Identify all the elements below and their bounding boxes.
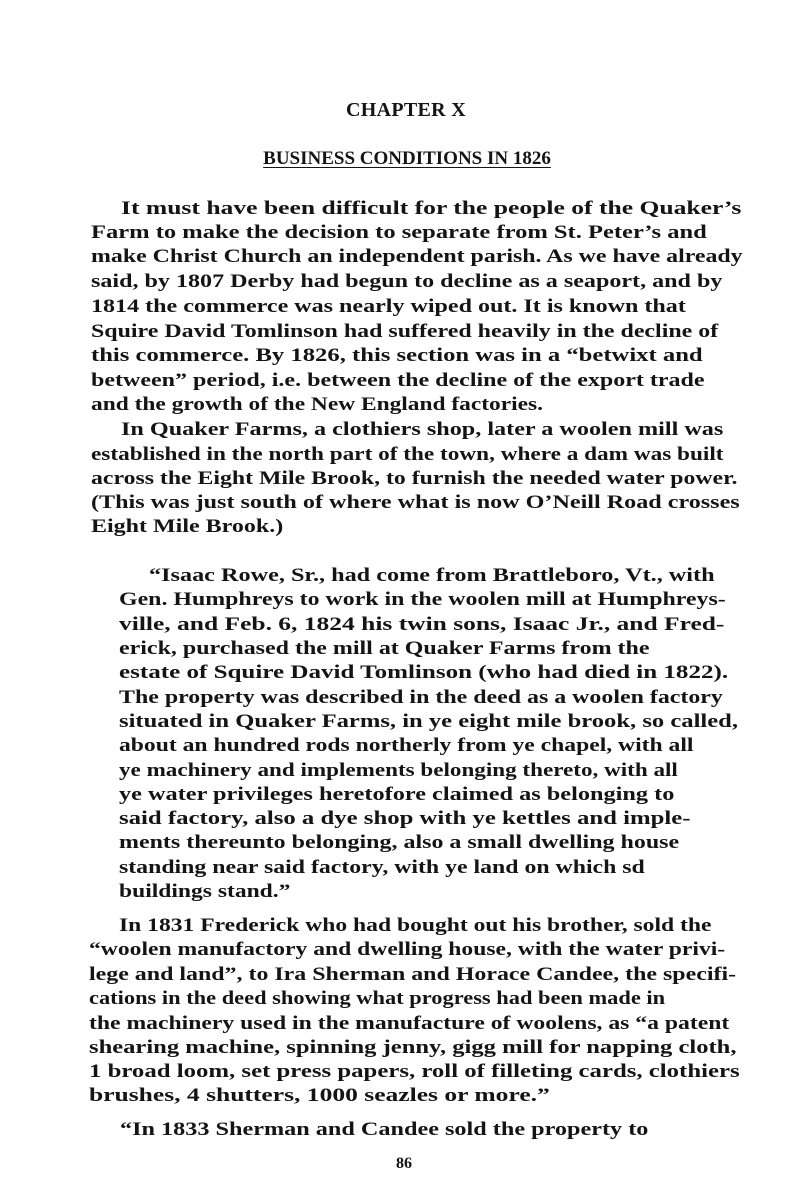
text-line: the machinery used in the manufacture of woolens, as “a patent	[89, 1013, 730, 1034]
text-line: In 1831 Frederick who had bought out his brother, sold the	[119, 915, 712, 936]
text-line: shearing machine, spinning jenny, gigg mill for napping cloth,	[89, 1037, 737, 1058]
text-line: ye machinery and implements belonging thereto, with all	[119, 760, 678, 781]
text-line: ye water privileges heretofore claimed as belonging to	[119, 784, 675, 805]
text-line: In Quaker Farms, a clothiers shop, later a woolen mill was	[121, 419, 724, 440]
section-title: BUSINESS CONDITIONS IN 1826	[263, 148, 551, 169]
text-line: standing near said factory, with ye land on which sd	[119, 857, 645, 878]
text-line: situated in Quaker Farms, in ye eight mile brook, so called,	[119, 711, 738, 732]
text-line: established in the north part of the town, where a dam was built	[91, 444, 724, 465]
text-line: lege and land”, to Ira Sherman and Horace Candee, the specifi-	[89, 964, 737, 985]
text-line: 1 broad loom, set press papers, roll of filleting cards, clothiers	[89, 1061, 740, 1082]
text-line: estate of Squire David Tomlinson (who had died in 1822).	[119, 662, 729, 683]
text-line: between” period, i.e. between the decline of the export trade	[91, 370, 705, 391]
text-line: It must have been difficult for the people of the Quaker’s	[121, 198, 742, 219]
text-line: Squire David Tomlinson had suffered heavily in the decline of	[91, 321, 719, 342]
text-line: about an hundred rods northerly from ye chapel, with all	[119, 735, 694, 756]
text-line: The property was described in the deed as a woolen factory	[119, 687, 723, 708]
text-line: make Christ Church an independent parish. As we have already	[91, 246, 743, 267]
text-line: cations in the deed showing what progress had been made in	[89, 988, 666, 1009]
text-line: (This was just south of where what is now O’Neill Road crosses	[91, 492, 740, 513]
text-line: “woolen manufactory and dwelling house, with the water privi-	[89, 939, 726, 960]
text-line: “Isaac Rowe, Sr., had come from Brattleboro, Vt., with	[149, 565, 715, 586]
text-line: 1814 the commerce was nearly wiped out. It is known that	[91, 296, 686, 317]
page-number: 86	[396, 1155, 412, 1172]
text-line: erick, purchased the mill at Quaker Farms from the	[119, 638, 650, 659]
text-line: buildings stand.”	[119, 881, 291, 902]
text-line: across the Eight Mile Brook, to furnish the needed water power.	[91, 468, 738, 489]
text-line: said factory, also a dye shop with ye kettles and imple-	[119, 808, 691, 829]
text-line: “In 1833 Sherman and Candee sold the property to	[120, 1119, 649, 1140]
text-line: said, by 1807 Derby had begun to decline as a seaport, and by	[91, 271, 723, 292]
chapter-heading: CHAPTER X	[346, 99, 466, 121]
text-line: brushes, 4 shutters, 1000 seazles or more.”	[89, 1085, 550, 1106]
text-line: this commerce. By 1826, this section was in a “betwixt and	[91, 345, 703, 366]
text-line: Eight Mile Brook.)	[91, 516, 284, 537]
text-line: ments thereunto belonging, also a small dwelling house	[119, 832, 680, 853]
text-line: Gen. Humphreys to work in the woolen mill at Humphreys-	[119, 589, 726, 610]
text-line: and the growth of the New England factories.	[91, 394, 543, 415]
text-line: ville, and Feb. 6, 1824 his twin sons, Isaac Jr., and Fred-	[119, 614, 725, 635]
text-line: Farm to make the decision to separate from St. Peter’s and	[91, 222, 707, 243]
